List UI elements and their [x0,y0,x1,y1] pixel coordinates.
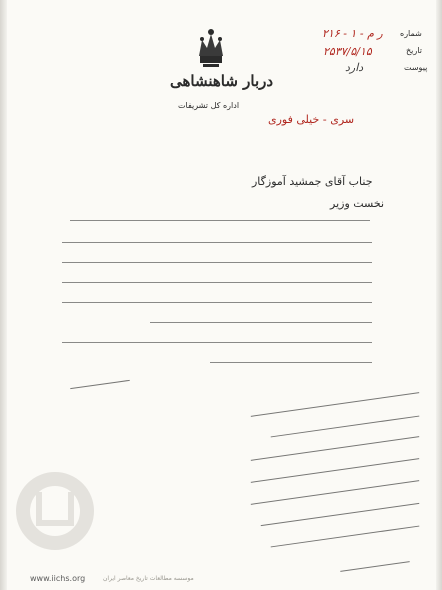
number-value: ۲۱۶ - ۱ - ر م [322,27,383,40]
page-edge-left [0,0,7,590]
handwritten-line [271,526,420,548]
handwritten-line [340,561,409,572]
date-value: ۲۵۳۷/۵/۱۵ [323,45,372,58]
addressee-title: نخست وزیر [330,197,385,210]
enclosure-label: پیوست [404,63,428,72]
page-edge-right [436,0,442,590]
department-name: اداره کل تشریفات [178,101,240,110]
handwritten-line [261,503,420,526]
handwritten-line [251,392,419,417]
number-label: شماره [400,29,422,38]
body-text-line [210,362,372,363]
date-label: تاریخ [406,46,422,55]
handwritten-line [251,458,419,483]
enclosure-value: دارد [345,61,364,74]
handwritten-line [271,416,420,438]
body-text-line [62,282,372,283]
watermark-organization: موسسه مطالعات تاریخ معاصر ایران [103,575,194,582]
subject-classification: سری - خیلی فوری [268,113,355,126]
body-text-line [62,262,372,263]
imperial-crown-emblem-icon [194,26,228,70]
handwritten-line [70,380,130,389]
handwritten-line [251,480,419,505]
body-text-line [62,302,372,303]
organization-name: دربار شاهنشاهی [170,72,274,90]
body-text-line [70,220,370,221]
watermark-url: www.iichs.org [30,574,86,583]
body-text-line [62,242,372,243]
handwritten-line [251,436,419,461]
iichs-watermark-book-icon [36,492,74,526]
body-text-line [150,322,372,323]
body-text-line [62,342,372,343]
addressee-name: جناب آقای جمشید آموزگار [252,175,373,188]
